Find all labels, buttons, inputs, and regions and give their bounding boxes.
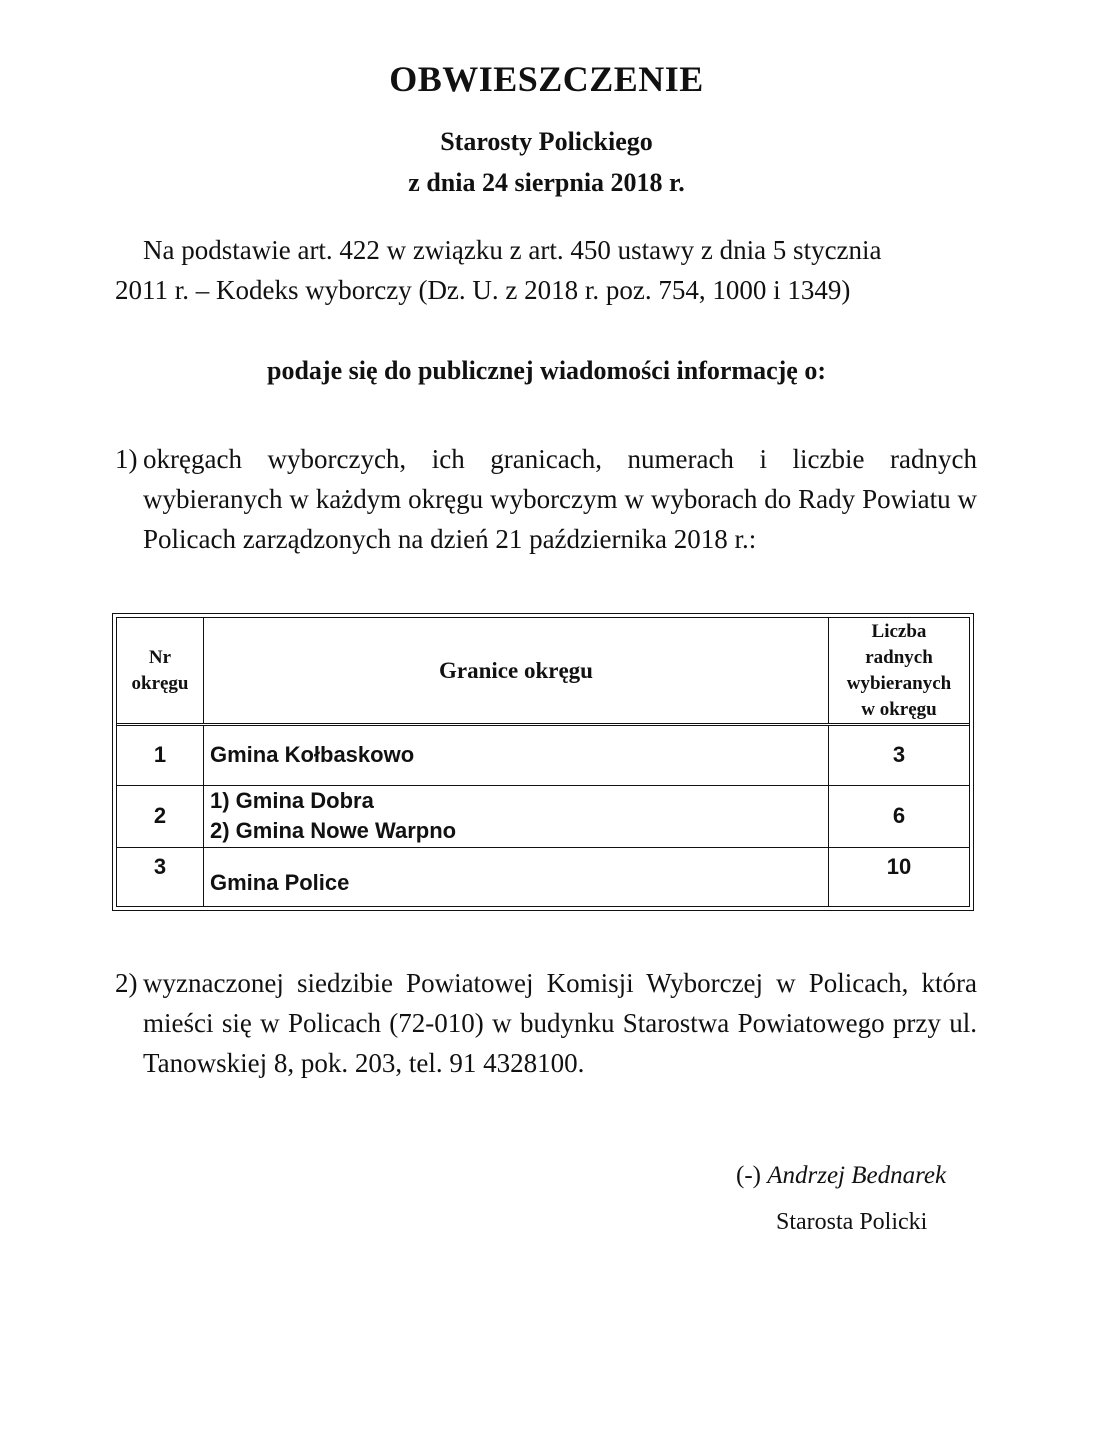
header-boundaries: Granice okręgu xyxy=(204,618,829,725)
signature-prefix: (-) xyxy=(736,1162,761,1189)
councillor-count: 10 xyxy=(829,848,970,906)
item-1-text: okręgach wyborczych, ich granicach, numerach i liczbie radnych wybieranych w każdym okręgu wyborczym w wyborach do Rady Powiatu w Policach zarządzonych na dzień 21 października 2018 r.: xyxy=(143,444,977,554)
item-2 xyxy=(115,963,977,1083)
legal-basis-line-2: 2011 r. – Kodeks wyborczy (Dz. U. z 2018 r. poz. 754, 1000 i 1349) xyxy=(115,275,851,305)
districts-table xyxy=(112,613,974,911)
district-boundaries: Gmina Police xyxy=(204,848,829,906)
document-title: OBWIESZCZENIE xyxy=(389,59,704,99)
announcement-heading: podaje się do publicznej wiadomości informację o: xyxy=(267,356,826,385)
district-boundaries: 1) Gmina Dobra 2) Gmina Nowe Warpno xyxy=(204,785,829,847)
signatory-name: Andrzej Bednarek xyxy=(767,1162,947,1189)
district-boundaries: Gmina Kołbaskowo xyxy=(204,725,829,785)
signatory-role: Starosta Policki xyxy=(776,1209,928,1235)
item-1 xyxy=(115,439,977,559)
legal-basis xyxy=(115,230,977,310)
district-number: 2 xyxy=(117,785,204,847)
header-councillor-count: Liczba radnych wybieranych w okręgu xyxy=(829,618,970,725)
legal-basis-line-1: Na podstawie art. 422 w związku z art. 450 ustawy z dnia 5 stycznia xyxy=(143,235,882,265)
table-row xyxy=(117,785,969,847)
issue-date: z dnia 24 sierpnia 2018 r. xyxy=(408,168,685,197)
item-2-number: 2) xyxy=(115,968,138,998)
issuer: Starosty Polickiego xyxy=(440,127,653,156)
table-row xyxy=(117,848,969,906)
table-row xyxy=(117,725,969,785)
district-number: 1 xyxy=(117,725,204,785)
councillor-count: 6 xyxy=(829,785,970,847)
header-district-number: Nr okręgu xyxy=(117,618,204,725)
item-1-number: 1) xyxy=(115,444,138,474)
district-number: 3 xyxy=(117,848,204,906)
signature xyxy=(736,1162,946,1190)
table-header-row xyxy=(117,618,969,725)
councillor-count: 3 xyxy=(829,725,970,785)
item-2-text: wyznaczonej siedzibie Powiatowej Komisji Wyborczej w Policach, która mieści się w Policach (72-010) w budynku Starostwa Powiatowego przy ul. Tanowskiej 8, pok. 203, tel. 91 4328100. xyxy=(143,968,977,1078)
